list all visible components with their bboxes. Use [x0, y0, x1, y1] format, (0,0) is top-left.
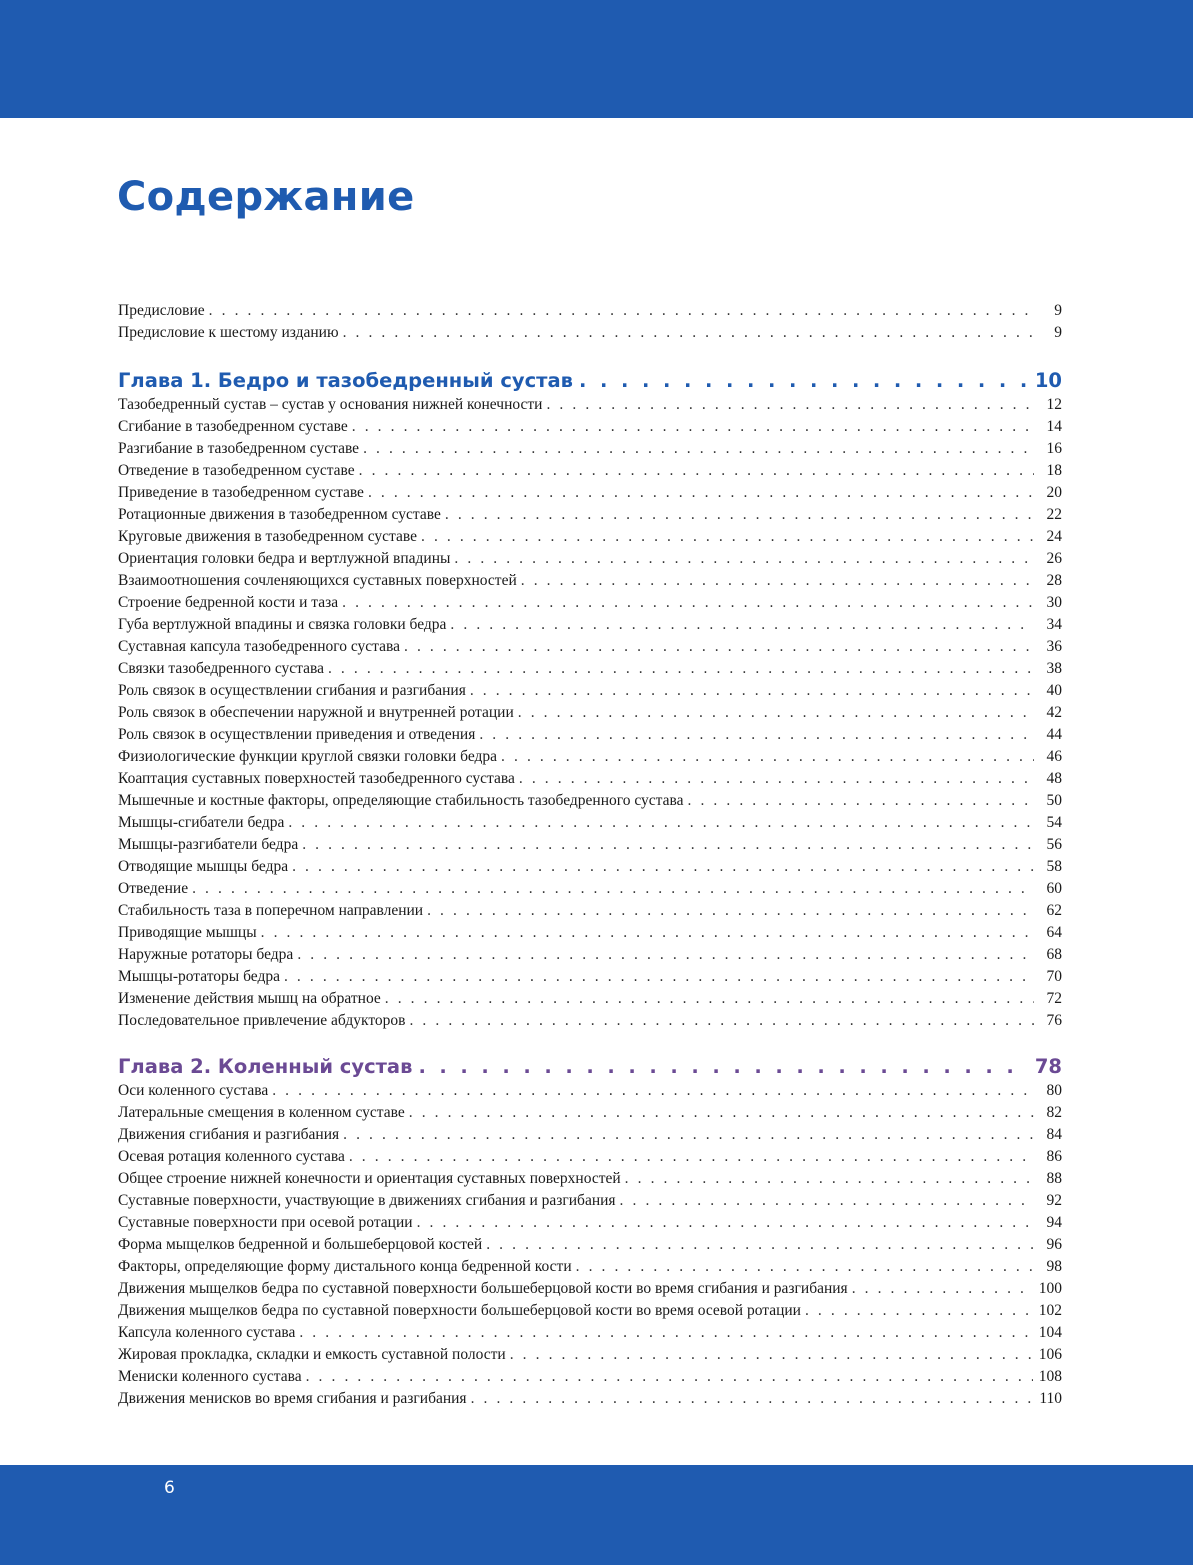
- leader-dots: [421, 526, 1034, 548]
- toc-entry-page: 34: [1046, 616, 1062, 633]
- toc-entry-label: Губа вертлужной впадины и связка головки бедра: [118, 616, 447, 633]
- footer-band: [0, 1465, 1193, 1565]
- toc-entry[interactable]: [118, 438, 1062, 460]
- toc-entry[interactable]: [118, 966, 1062, 988]
- toc-entry-page: 98: [1046, 1258, 1062, 1275]
- leader-dots: [209, 300, 1034, 322]
- leader-dots: [299, 1322, 1032, 1344]
- toc-entry-page: 68: [1046, 946, 1062, 963]
- toc-entry[interactable]: [118, 944, 1062, 966]
- leader-dots: [576, 1256, 1034, 1278]
- toc-entry-page: 9: [1054, 324, 1062, 341]
- toc-entry[interactable]: [118, 300, 1062, 322]
- toc-entry-page: 56: [1046, 836, 1062, 853]
- leader-dots: [368, 482, 1034, 504]
- toc-entry-label: Ориентация головки бедра и вертлужной впадины: [118, 550, 451, 567]
- toc-entry-label: Суставные поверхности при осевой ротации: [118, 1214, 413, 1231]
- toc-entry[interactable]: [118, 790, 1062, 812]
- toc-entry-label: Приведение в тазобедренном суставе: [118, 484, 364, 501]
- toc-entry-label: Тазобедренный сустав – сустав у основания нижней конечности: [118, 396, 543, 413]
- toc-entry[interactable]: [118, 812, 1062, 834]
- leader-dots: [688, 790, 1034, 812]
- toc-entry-page: 100: [1038, 1280, 1062, 1297]
- toc-entry-label: Приводящие мышцы: [118, 924, 257, 941]
- leader-dots: [450, 614, 1034, 636]
- toc-entry-label: Разгибание в тазобедренном суставе: [118, 440, 360, 457]
- leader-dots: [385, 988, 1034, 1010]
- toc-entry[interactable]: [118, 1168, 1062, 1190]
- chapter-page: 10: [1034, 369, 1062, 392]
- page-number: 6: [164, 1478, 175, 1498]
- toc-entry[interactable]: [118, 1322, 1062, 1344]
- table-of-contents: [118, 300, 1062, 1410]
- toc-entry-label: Взаимоотношения сочленяющихся суставных поверхностей: [118, 572, 517, 589]
- leader-dots: [479, 724, 1034, 746]
- toc-entry-label: Общее строение нижней конечности и ориентация суставных поверхностей: [118, 1170, 621, 1187]
- leader-dots: [306, 1366, 1033, 1388]
- toc-entry-label: Предисловие к шестому изданию: [118, 324, 339, 341]
- toc-entry-page: 16: [1046, 440, 1062, 457]
- leader-dots: [409, 1010, 1034, 1032]
- leader-dots: [546, 394, 1034, 416]
- leader-dots: [418, 1052, 1028, 1082]
- toc-entry-page: 64: [1046, 924, 1062, 941]
- toc-entry[interactable]: [118, 1256, 1062, 1278]
- toc-entry-label: Связки тазобедренного сустава: [118, 660, 324, 677]
- leader-dots: [343, 322, 1034, 344]
- leader-dots: [359, 460, 1034, 482]
- leader-dots: [625, 1168, 1034, 1190]
- toc-entry-page: 20: [1046, 484, 1062, 501]
- toc-entry-page: 42: [1046, 704, 1062, 721]
- toc-entry-page: 110: [1039, 1390, 1062, 1407]
- toc-entry-page: 72: [1046, 990, 1062, 1007]
- toc-entry-page: 102: [1038, 1302, 1062, 1319]
- toc-entry-page: 24: [1046, 528, 1062, 545]
- toc-entry-page: 26: [1046, 550, 1062, 567]
- leader-dots: [404, 636, 1034, 658]
- toc-entry-page: 36: [1046, 638, 1062, 655]
- chapter-label: Глава 1. Бедро и тазобедренный сустав: [118, 369, 573, 392]
- leader-dots: [342, 592, 1034, 614]
- toc-entry[interactable]: [118, 636, 1062, 658]
- toc-entry-label: Роль связок в осуществлении приведения и отведения: [118, 726, 476, 743]
- toc-entry-label: Жировая прокладка, складки и емкость суставной полости: [118, 1346, 506, 1363]
- toc-entry[interactable]: [118, 322, 1062, 344]
- toc-entry[interactable]: [118, 1234, 1062, 1256]
- leader-dots: [579, 366, 1029, 396]
- leader-dots: [805, 1300, 1033, 1322]
- toc-entry-label: Коаптация суставных поверхностей тазобедренного сустава: [118, 770, 515, 787]
- toc-entry[interactable]: [118, 1278, 1062, 1300]
- toc-entry-page: 48: [1046, 770, 1062, 787]
- toc-entry-label: Наружные ротаторы бедра: [118, 946, 294, 963]
- leader-dots: [521, 570, 1034, 592]
- toc-entry-label: Мышцы-ротаторы бедра: [118, 968, 280, 985]
- leader-dots: [454, 548, 1034, 570]
- toc-entry[interactable]: [118, 702, 1062, 724]
- toc-entry-label: Сгибание в тазобедренном суставе: [118, 418, 348, 435]
- toc-entry-page: 88: [1046, 1170, 1062, 1187]
- toc-entry[interactable]: [118, 548, 1062, 570]
- toc-entry-label: Мышечные и костные факторы, определяющие стабильность тазобедренного сустава: [118, 792, 684, 809]
- toc-entry-page: 12: [1046, 396, 1062, 413]
- toc-entry-page: 44: [1046, 726, 1062, 743]
- toc-entry[interactable]: [118, 614, 1062, 636]
- toc-entry[interactable]: [118, 746, 1062, 768]
- toc-entry-label: Суставные поверхности, участвующие в движениях сгибания и разгибания: [118, 1192, 616, 1209]
- toc-entry-label: Факторы, определяющие форму дистального конца бедренной кости: [118, 1258, 572, 1275]
- toc-entry[interactable]: [118, 526, 1062, 548]
- toc-entry-page: 92: [1046, 1192, 1062, 1209]
- leader-dots: [292, 856, 1034, 878]
- toc-entry-label: Форма мыщелков бедренной и большеберцовой костей: [118, 1236, 483, 1253]
- toc-entry-label: Физиологические функции круглой связки головки бедра: [118, 748, 498, 765]
- toc-entry[interactable]: [118, 1344, 1062, 1366]
- header-band: [0, 0, 1193, 118]
- toc-entry-page: 76: [1046, 1012, 1062, 1029]
- toc-entry[interactable]: [118, 504, 1062, 526]
- toc-entry[interactable]: [118, 394, 1062, 416]
- toc-entry-page: 82: [1046, 1104, 1062, 1121]
- toc-entry-page: 60: [1046, 880, 1062, 897]
- toc-entry-label: Мышцы-сгибатели бедра: [118, 814, 285, 831]
- leader-dots: [328, 658, 1034, 680]
- leader-dots: [519, 768, 1034, 790]
- toc-entry[interactable]: [118, 900, 1062, 922]
- toc-entry[interactable]: [118, 658, 1062, 680]
- toc-entry-label: Осевая ротация коленного сустава: [118, 1148, 345, 1165]
- toc-entry[interactable]: [118, 1124, 1062, 1146]
- toc-entry[interactable]: [118, 834, 1062, 856]
- toc-entry-label: Суставная капсула тазобедренного сустава: [118, 638, 400, 655]
- leader-dots: [427, 900, 1034, 922]
- leader-dots: [349, 1146, 1034, 1168]
- toc-entry-label: Стабильность таза в поперечном направлении: [118, 902, 424, 919]
- toc-entry[interactable]: [118, 724, 1062, 746]
- leader-dots: [352, 416, 1034, 438]
- toc-entry[interactable]: [118, 416, 1062, 438]
- leader-dots: [471, 1388, 1034, 1410]
- chapter-1-heading[interactable]: [118, 366, 1062, 396]
- leader-dots: [852, 1278, 1033, 1300]
- toc-entry-page: 40: [1046, 682, 1062, 699]
- toc-entry[interactable]: [118, 988, 1062, 1010]
- toc-entry-page: 30: [1046, 594, 1062, 611]
- toc-entry-label: Ротационные движения в тазобедренном суставе: [118, 506, 441, 523]
- toc-entry-label: Оси коленного сустава: [118, 1082, 269, 1099]
- leader-dots: [620, 1190, 1034, 1212]
- toc-entry-label: Мышцы-разгибатели бедра: [118, 836, 299, 853]
- chapter-2-heading[interactable]: [118, 1052, 1062, 1082]
- toc-entry-label: Роль связок в обеспечении наружной и внутренней ротации: [118, 704, 514, 721]
- toc-entry-label: Отведение: [118, 880, 189, 897]
- toc-entry[interactable]: [118, 922, 1062, 944]
- toc-entry[interactable]: [118, 1300, 1062, 1322]
- toc-entry-page: 38: [1046, 660, 1062, 677]
- toc-entry[interactable]: [118, 1190, 1062, 1212]
- toc-entry[interactable]: [118, 1366, 1062, 1388]
- toc-entry[interactable]: [118, 768, 1062, 790]
- toc-entry-label: Капсула коленного сустава: [118, 1324, 296, 1341]
- toc-entry[interactable]: [118, 570, 1062, 592]
- toc-entry[interactable]: [118, 1102, 1062, 1124]
- leader-dots: [518, 702, 1034, 724]
- leader-dots: [363, 438, 1034, 460]
- toc-entry-label: Роль связок в осуществлении сгибания и разгибания: [118, 682, 466, 699]
- toc-entry[interactable]: [118, 878, 1062, 900]
- leader-dots: [288, 812, 1034, 834]
- toc-entry-label: Отведение в тазобедренном суставе: [118, 462, 355, 479]
- toc-entry-label: Движения менисков во время сгибания и разгибания: [118, 1390, 467, 1407]
- toc-entry-page: 70: [1046, 968, 1062, 985]
- toc-entry[interactable]: [118, 482, 1062, 504]
- toc-entry-label: Изменение действия мышц на обратное: [118, 990, 381, 1007]
- toc-entry-label: Последовательное привлечение абдукторов: [118, 1012, 406, 1029]
- chapter-1-entries: [118, 394, 1062, 1032]
- leader-dots: [470, 680, 1034, 702]
- toc-entry-label: Латеральные смещения в коленном суставе: [118, 1104, 405, 1121]
- toc-entry-page: 108: [1038, 1368, 1062, 1385]
- toc-entry-page: 9: [1054, 302, 1062, 319]
- toc-entry-page: 14: [1046, 418, 1062, 435]
- leader-dots: [409, 1102, 1034, 1124]
- leader-dots: [417, 1212, 1034, 1234]
- toc-entry-page: 22: [1046, 506, 1062, 523]
- toc-entry[interactable]: [118, 1010, 1062, 1032]
- toc-entry-label: Движения мыщелков бедра по суставной поверхности большеберцовой кости во время сгибания и разгибания: [118, 1280, 848, 1297]
- toc-entry[interactable]: [118, 1080, 1062, 1102]
- toc-entry-page: 18: [1046, 462, 1062, 479]
- leader-dots: [261, 922, 1034, 944]
- chapter-2-entries: [118, 1080, 1062, 1410]
- leader-dots: [297, 944, 1034, 966]
- leader-dots: [192, 878, 1034, 900]
- toc-entry[interactable]: [118, 592, 1062, 614]
- leader-dots: [445, 504, 1034, 526]
- toc-entry-page: 94: [1046, 1214, 1062, 1231]
- leader-dots: [343, 1124, 1034, 1146]
- toc-entry-page: 80: [1046, 1082, 1062, 1099]
- toc-entry[interactable]: [118, 1212, 1062, 1234]
- intro-list: [118, 300, 1062, 344]
- toc-entry-page: 62: [1046, 902, 1062, 919]
- toc-entry-page: 96: [1046, 1236, 1062, 1253]
- toc-entry-label: Отводящие мышцы бедра: [118, 858, 289, 875]
- leader-dots: [486, 1234, 1034, 1256]
- toc-entry-label: Предисловие: [118, 302, 205, 319]
- leader-dots: [272, 1080, 1034, 1102]
- toc-entry-page: 54: [1046, 814, 1062, 831]
- toc-entry-page: 106: [1038, 1346, 1062, 1363]
- toc-entry-page: 46: [1046, 748, 1062, 765]
- chapter-page: 78: [1034, 1055, 1062, 1078]
- toc-entry[interactable]: [118, 460, 1062, 482]
- leader-dots: [302, 834, 1034, 856]
- toc-entry-label: Строение бедренной кости и таза: [118, 594, 339, 611]
- toc-entry-label: Мениски коленного сустава: [118, 1368, 302, 1385]
- leader-dots: [510, 1344, 1033, 1366]
- toc-entry-page: 50: [1046, 792, 1062, 809]
- toc-entry-page: 86: [1046, 1148, 1062, 1165]
- chapter-label: Глава 2. Коленный сустав: [118, 1055, 413, 1078]
- leader-dots: [284, 966, 1034, 988]
- toc-entry[interactable]: [118, 680, 1062, 702]
- page-title: Содержание: [117, 174, 415, 220]
- toc-entry[interactable]: [118, 1146, 1062, 1168]
- toc-entry-label: Круговые движения в тазобедренном суставе: [118, 528, 417, 545]
- toc-entry-label: Движения сгибания и разгибания: [118, 1126, 340, 1143]
- toc-entry-page: 104: [1038, 1324, 1062, 1341]
- toc-entry-page: 28: [1046, 572, 1062, 589]
- toc-entry-page: 84: [1046, 1126, 1062, 1143]
- leader-dots: [501, 746, 1034, 768]
- toc-entry[interactable]: [118, 856, 1062, 878]
- toc-entry[interactable]: [118, 1388, 1062, 1410]
- toc-entry-page: 58: [1046, 858, 1062, 875]
- toc-entry-label: Движения мыщелков бедра по суставной поверхности большеберцовой кости во время осевой ротации: [118, 1302, 801, 1319]
